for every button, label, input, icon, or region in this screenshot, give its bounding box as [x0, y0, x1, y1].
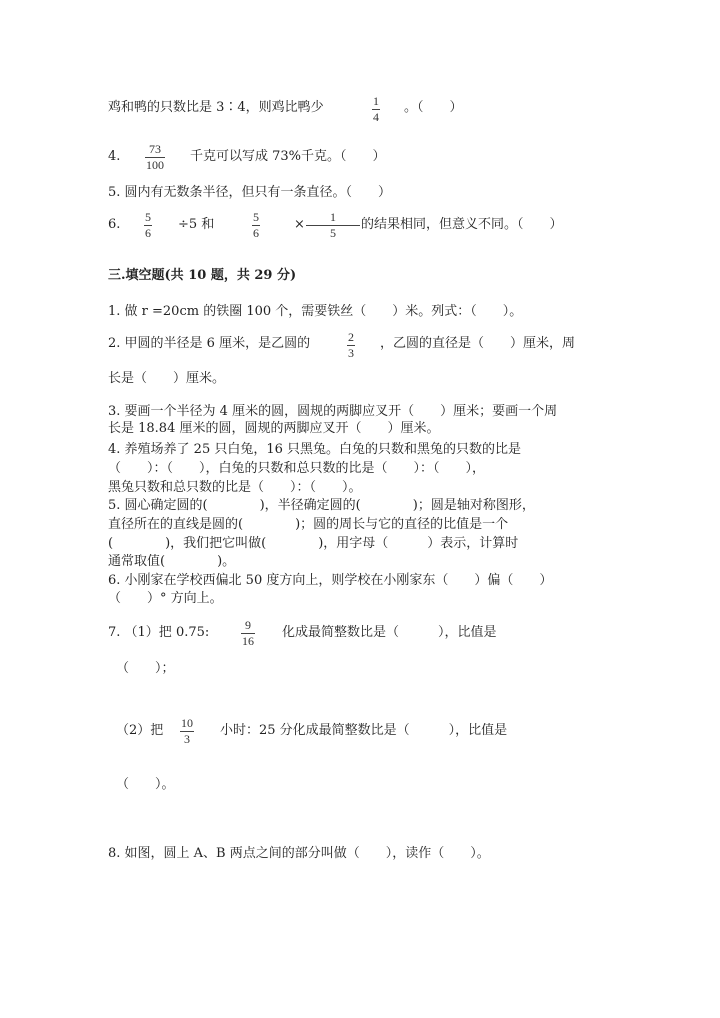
fill-q4-line3: 黑兔只数和总只数的比是（ ）：（ ）。 [108, 480, 362, 495]
judge-q4-fraction [145, 143, 165, 172]
fraction-denominator: 5 [330, 226, 336, 240]
fill-q6-line1: 6. 小刚家在学校西偏北 50 度方向上，则学校在小刚家东（ ）偏（ ） [108, 573, 553, 588]
fill-q8: 8. 如图，圆上 A、B 两点之间的部分叫做（ ），读作（ ）。 [108, 846, 490, 861]
fraction-numerator: 1 [373, 94, 379, 108]
fraction-numerator: 5 [253, 210, 259, 224]
judge-q3-tail: 。（ ） [404, 100, 463, 115]
fill-q2-fraction [347, 331, 355, 360]
fill-q4-line1: 4. 养殖场养了 25 只白兔，16 只黑兔。白兔的只数和黑兔的只数的比是 [108, 442, 522, 457]
fill-q7-part3: （ ）； [116, 661, 175, 676]
fraction-numerator: 2 [348, 330, 354, 344]
fill-q2-part3: 长是（ ）厘米。 [108, 371, 226, 386]
fill-q4-line2: （ ）：（ ），白兔的只数和总只数的比是（ ）：（ ）， [108, 461, 486, 476]
fill-q7-fraction-2 [180, 717, 194, 746]
judge-q6-fraction-b [252, 211, 260, 240]
fraction-denominator: 4 [373, 110, 379, 124]
fill-q7-fraction-1 [241, 619, 255, 648]
judge-q6-fraction-c [306, 211, 360, 240]
fill-q5-line2: 直径所在的直线是圆的( )；圆的周长与它的直径的比值是一个 [108, 517, 509, 532]
fraction-denominator: 3 [348, 346, 354, 360]
fill-q1: 1. 做 r =20cm 的铁圈 100 个，需要铁丝（ ）米。列式：（ ）。 [108, 304, 523, 319]
fraction-numerator: 5 [145, 210, 151, 224]
fill-q3-line1: 3. 要画一个半径为 4 厘米的圆，圆规的两脚应叉开（ ）厘米；要画一个周 [108, 404, 558, 419]
fill-q7-part2: 化成最简整数比是（ ），比值是 [282, 625, 497, 640]
fraction-denominator: 100 [146, 158, 164, 172]
fill-q7-part6: （ ）。 [116, 777, 175, 792]
fraction-numerator: 10 [181, 716, 193, 730]
judge-q3-fraction [372, 95, 380, 124]
judge-q6-fraction-a [144, 211, 152, 240]
judge-q3-text [108, 99, 324, 117]
fraction-denominator: 16 [242, 634, 254, 648]
judge-q6-num: 6. [108, 217, 121, 232]
fraction-denominator: 6 [145, 226, 151, 240]
judge-q6-tail: 的结果相同，但意义不同。（ ） [361, 217, 563, 232]
fraction-numerator: 1 [330, 210, 336, 224]
judge-q4-text: 千克可以写成 73%千克。（ ） [190, 149, 386, 164]
fraction-denominator: 3 [184, 732, 190, 746]
judge-q5-text: 5. 圆内有无数条半径，但只有一条直径。（ ） [108, 185, 392, 200]
fill-q5-line4: 通常取值( )。 [108, 554, 236, 569]
fraction-numerator: 73 [149, 142, 161, 156]
judge-q3-stem: 鸡和鸭的只数比是 3∶4，则鸡比鸭少 [108, 100, 324, 115]
judge-q6-mid: ÷5 和 [178, 217, 215, 232]
fill-q7-part1: 7. （1）把 0.75: [108, 625, 210, 640]
fraction-numerator: 9 [245, 618, 251, 632]
fill-q6-line2: （ ）° 方向上。 [108, 591, 223, 606]
section3-title: 三.填空题(共 10 题，共 29 分) [108, 268, 297, 283]
fill-q3-line2: 长是 18.84 厘米的圆，圆规的两脚应叉开（ ）厘米。 [108, 421, 440, 436]
fill-q2-part1: 2. 甲圆的半径是 6 厘米，是乙圆的 [108, 336, 311, 351]
judge-q4-num: 4. [108, 149, 121, 164]
fill-q5-line3: ( )，我们把它叫做( )，用字母（ ）表示，计算时 [108, 536, 519, 551]
fraction-denominator: 6 [253, 226, 259, 240]
fill-q5-line1: 5. 圆心确定圆的( )，半径确定圆的( )；圆是轴对称图形， [108, 498, 535, 513]
fill-q2-part2: ，乙圆的直径是（ ）厘米，周 [380, 336, 576, 351]
fill-q7-part5: 小时：25 分化成最简整数比是（ ），比值是 [220, 723, 508, 738]
judge-q6-times: × [294, 217, 305, 232]
fill-q7-part4: （2）把 [116, 723, 164, 738]
